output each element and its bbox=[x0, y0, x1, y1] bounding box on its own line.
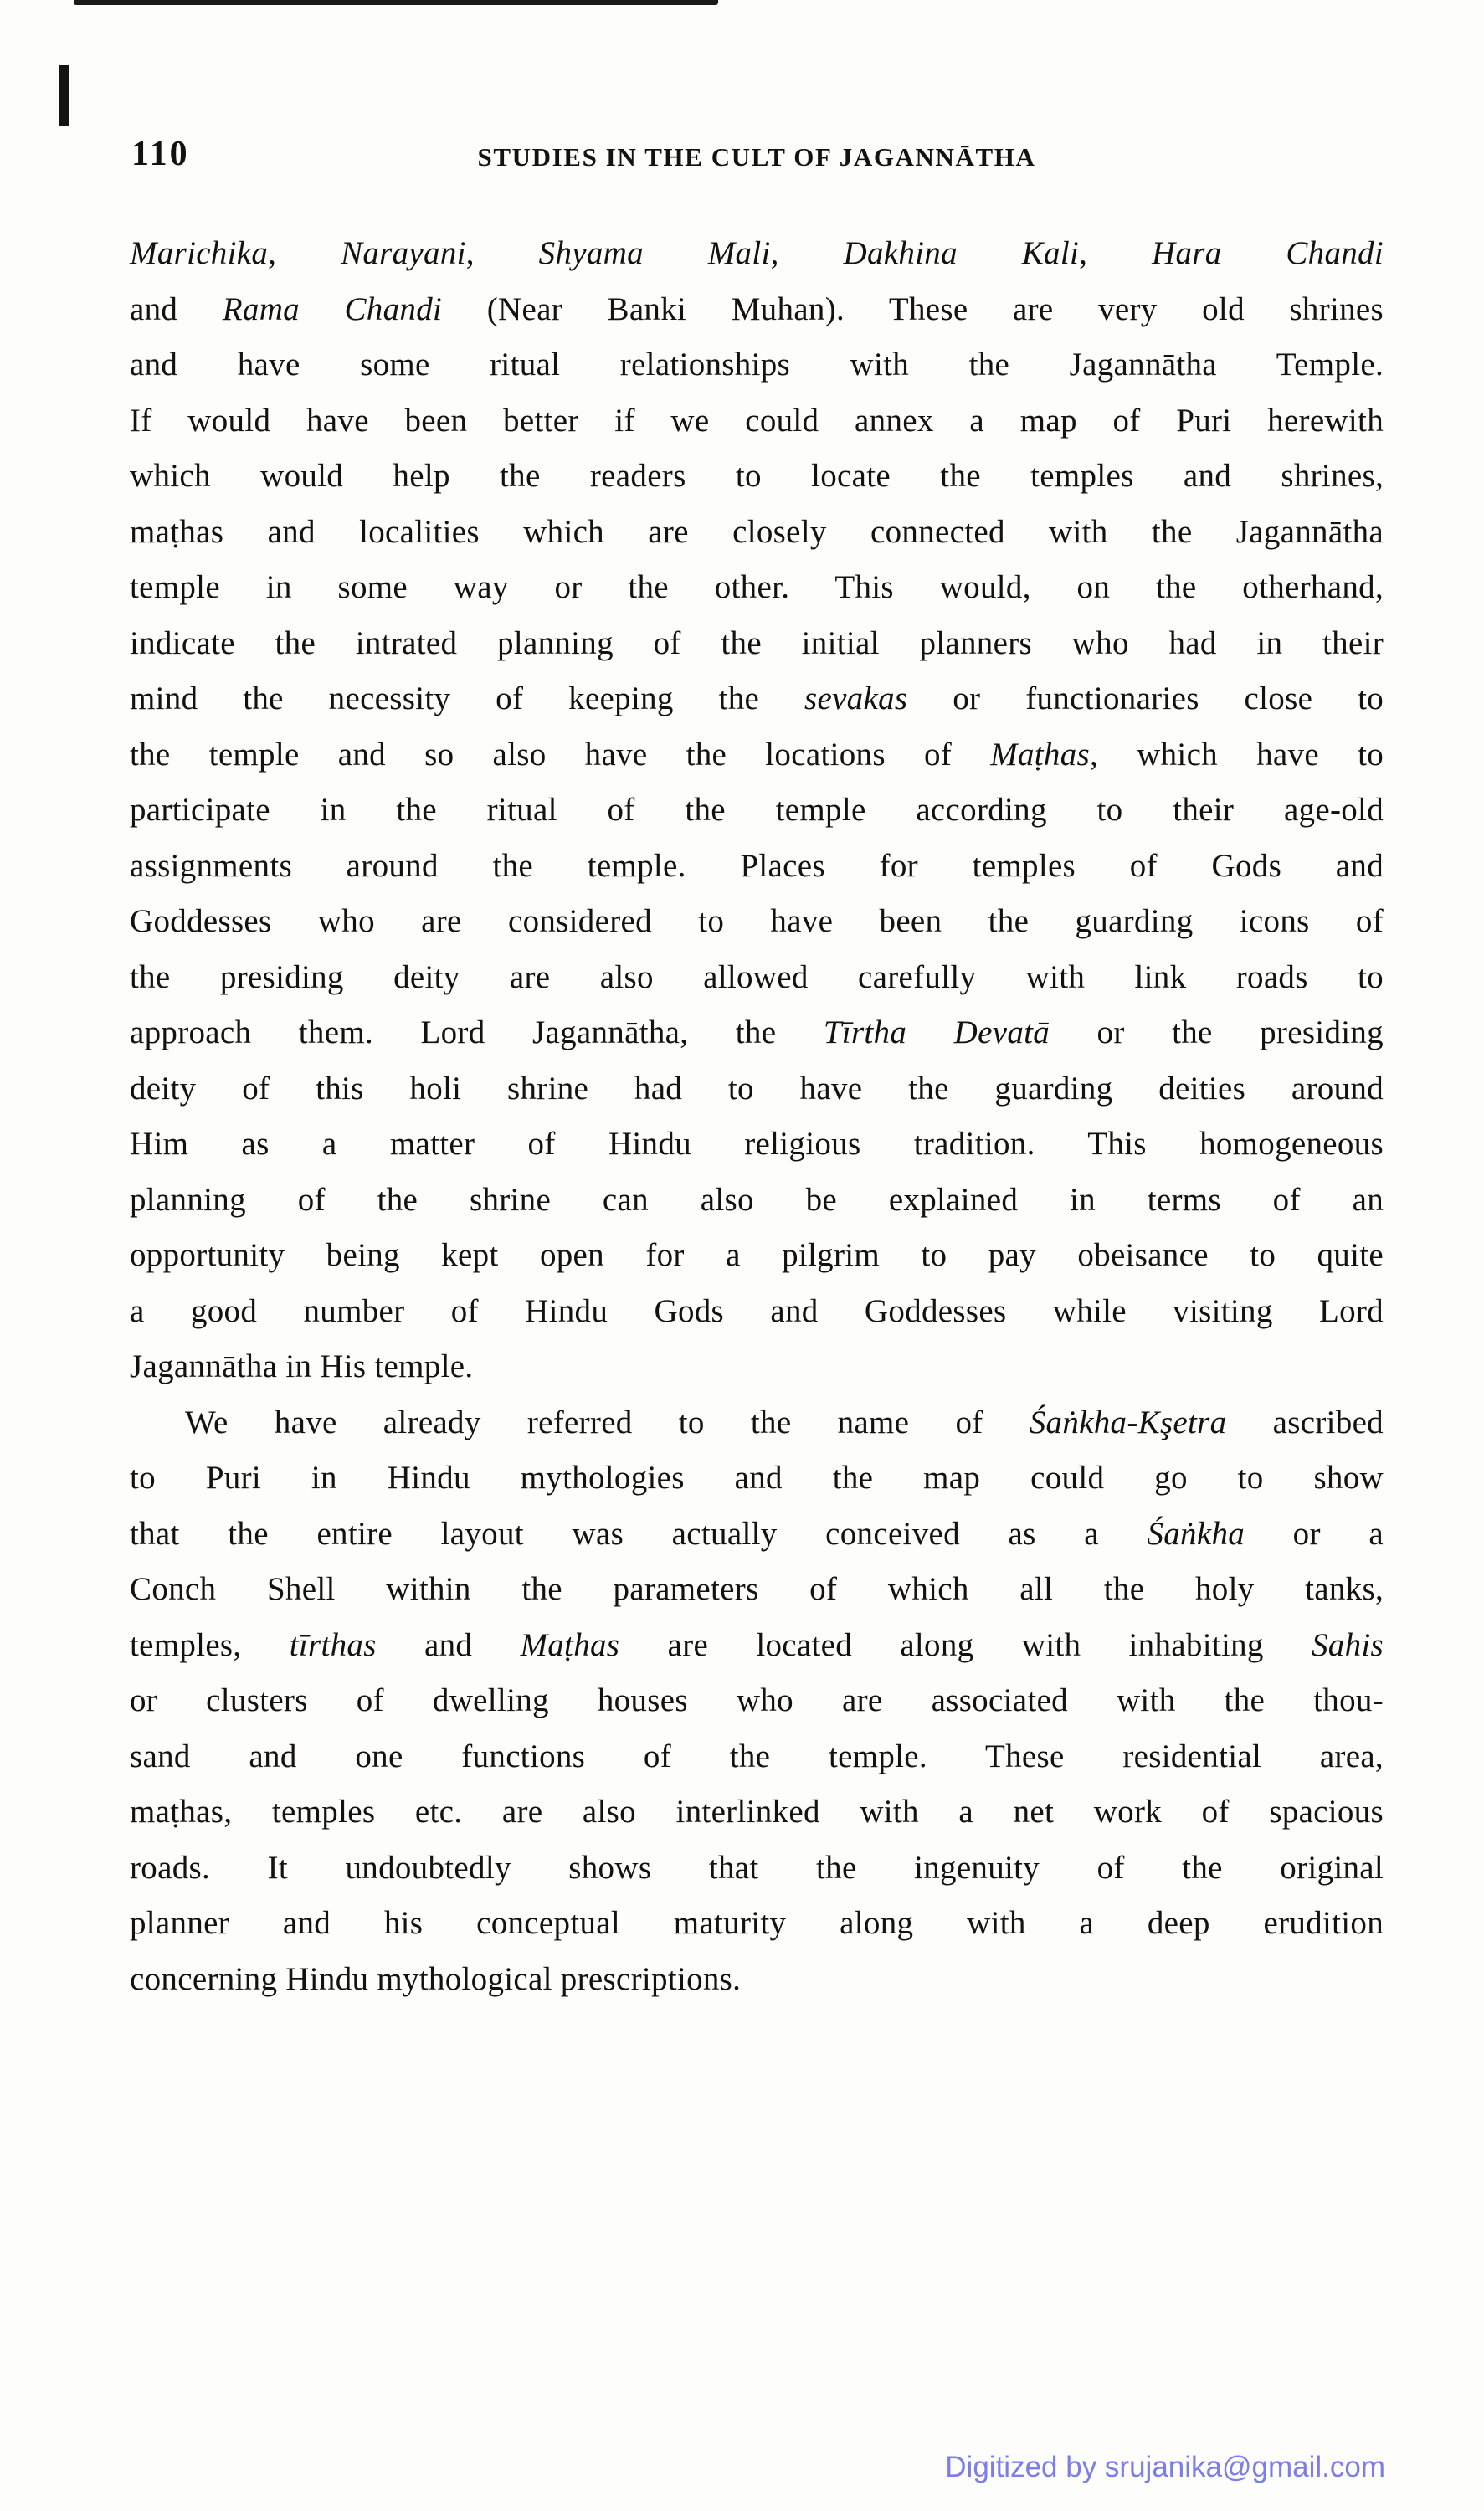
text-line bbox=[130, 449, 1384, 505]
text-segment: are located along with inhabiting bbox=[619, 1626, 1312, 1663]
text-segment: If would have been better if we could annex a map of Puri herewith bbox=[130, 402, 1384, 439]
body-text bbox=[130, 226, 1384, 2007]
text-line bbox=[130, 1395, 1384, 1451]
text-line bbox=[130, 1618, 1384, 1674]
text-segment: roads. It undoubtedly shows that the ingenuity of the original bbox=[130, 1849, 1384, 1886]
text-line bbox=[130, 1507, 1384, 1563]
text-line bbox=[130, 1729, 1384, 1785]
text-line bbox=[130, 1896, 1384, 1952]
text-line bbox=[130, 1952, 1384, 2008]
text-segment: the presiding deity are also allowed carefully with link roads to bbox=[130, 958, 1384, 995]
text-segment: a good number of Hindu Gods and Goddesses while visiting Lord bbox=[130, 1292, 1384, 1329]
text-segment: Conch Shell within the parameters of which all the holy tanks, bbox=[130, 1571, 1384, 1607]
text-segment: , bbox=[268, 235, 341, 271]
text-segment: which would help the readers to locate the temples and shrines, bbox=[130, 458, 1384, 494]
text-line bbox=[130, 894, 1384, 950]
text-line bbox=[130, 1061, 1384, 1117]
text-line bbox=[130, 783, 1384, 839]
text-line bbox=[130, 839, 1384, 895]
text-segment: mind the necessity of keeping the bbox=[130, 680, 804, 716]
text-line bbox=[130, 727, 1384, 783]
italic-term: Śaṅkha-Kşetra bbox=[1029, 1404, 1227, 1440]
text-line bbox=[130, 1673, 1384, 1729]
scan-artifact-top-streak bbox=[74, 0, 718, 5]
text-segment: , which have to bbox=[1089, 736, 1384, 773]
text-line bbox=[130, 282, 1384, 338]
text-segment: (Near Banki Muhan). These are very old shrines bbox=[442, 290, 1384, 327]
text-segment: temples, bbox=[130, 1626, 290, 1663]
italic-term: sevakas bbox=[804, 680, 908, 716]
scan-artifact-left-tick bbox=[59, 65, 69, 126]
text-line bbox=[130, 1841, 1384, 1897]
page-number: 110 bbox=[131, 135, 190, 173]
italic-term: Rama Chandi bbox=[222, 290, 443, 327]
text-line bbox=[130, 1784, 1384, 1841]
text-line bbox=[130, 505, 1384, 561]
italic-term: Marichika bbox=[130, 235, 269, 271]
text-line bbox=[130, 671, 1384, 727]
text-segment: ascribed bbox=[1226, 1404, 1384, 1440]
page-header bbox=[130, 134, 1384, 177]
text-segment: and have some ritual relationships with the Jagannātha Temple. bbox=[130, 347, 1384, 383]
text-line bbox=[130, 337, 1384, 393]
italic-term: Hara Chandi bbox=[1151, 235, 1384, 271]
text-segment: We have already referred to the name of bbox=[185, 1404, 1030, 1440]
text-segment: to Puri in Hindu mythologies and the map could go to show bbox=[130, 1460, 1384, 1496]
italic-term: Narayani bbox=[341, 235, 466, 271]
italic-term: tīrthas bbox=[289, 1626, 377, 1663]
text-segment: temple in some way or the other. This would, on the otherhand, bbox=[130, 569, 1384, 605]
text-segment: that the entire layout was actually conceived as a bbox=[130, 1515, 1148, 1552]
text-segment: sand and one functions of the temple. These residential area, bbox=[130, 1738, 1384, 1774]
italic-term: Shyama Mali bbox=[538, 235, 771, 271]
text-segment: concerning Hindu mythological prescriptions. bbox=[130, 1960, 742, 1997]
italic-term: Tīrtha Devatā bbox=[823, 1014, 1050, 1050]
running-title: STUDIES IN THE CULT OF JAGANNĀTHA bbox=[477, 142, 1036, 172]
italic-term: Dakhina Kali bbox=[843, 235, 1080, 271]
digitizer-credit: Digitized by srujanika@gmail.com bbox=[945, 2451, 1385, 2483]
text-line bbox=[130, 950, 1384, 1006]
text-line bbox=[130, 393, 1384, 449]
text-line bbox=[130, 616, 1384, 672]
text-segment: or clusters of dwelling houses who are associated with the thou- bbox=[130, 1682, 1384, 1718]
text-segment: , bbox=[465, 235, 539, 271]
text-segment: Him as a matter of Hindu religious tradition. This homogeneous bbox=[130, 1126, 1384, 1162]
text-line bbox=[130, 560, 1384, 616]
text-line bbox=[130, 1339, 1384, 1395]
text-segment: and bbox=[376, 1626, 521, 1663]
italic-term: Śaṅkha bbox=[1147, 1515, 1245, 1552]
text-line bbox=[130, 226, 1384, 282]
text-segment: assignments around the temple. Places for temples of Gods and bbox=[130, 847, 1384, 884]
text-segment: approach them. Lord Jagannātha, the bbox=[130, 1014, 824, 1050]
text-segment: and bbox=[130, 290, 223, 327]
italic-term: Sahis bbox=[1311, 1626, 1384, 1663]
text-segment: or a bbox=[1245, 1515, 1384, 1552]
text-segment: , bbox=[770, 235, 844, 271]
text-line bbox=[130, 1284, 1384, 1340]
text-segment: , bbox=[1079, 235, 1152, 271]
text-segment: Jagannātha in His temple. bbox=[130, 1348, 474, 1384]
italic-term: Maṭhas bbox=[520, 1626, 620, 1663]
text-segment: planning of the shrine can also be explained in terms of an bbox=[130, 1181, 1384, 1218]
text-segment: indicate the intrated planning of the initial planners who had in their bbox=[130, 624, 1384, 661]
text-line bbox=[130, 1562, 1384, 1618]
text-segment: the temple and so also have the locations of bbox=[130, 736, 991, 773]
text-line bbox=[130, 1173, 1384, 1229]
text-segment: Goddesses who are considered to have been the guarding icons of bbox=[130, 903, 1384, 939]
text-segment: or functionaries close to bbox=[907, 680, 1384, 716]
italic-term: Maṭhas bbox=[990, 736, 1090, 773]
text-line bbox=[130, 1228, 1384, 1284]
text-segment: participate in the ritual of the temple according to their age-old bbox=[130, 792, 1384, 828]
text-segment: opportunity being kept open for a pilgrim to pay obeisance to quite bbox=[130, 1237, 1384, 1273]
text-segment: planner and his conceptual maturity along with a deep erudition bbox=[130, 1905, 1384, 1941]
text-segment: or the presiding bbox=[1050, 1014, 1384, 1050]
text-line bbox=[130, 1451, 1384, 1507]
text-line bbox=[130, 1005, 1384, 1061]
text-segment: maṭhas and localities which are closely connected with the Jagannātha bbox=[130, 513, 1384, 550]
text-segment: deity of this holi shrine had to have the guarding deities around bbox=[130, 1070, 1384, 1107]
text-line bbox=[130, 1117, 1384, 1173]
text-segment: maṭhas, temples etc. are also interlinked with a net work of spacious bbox=[130, 1794, 1384, 1830]
